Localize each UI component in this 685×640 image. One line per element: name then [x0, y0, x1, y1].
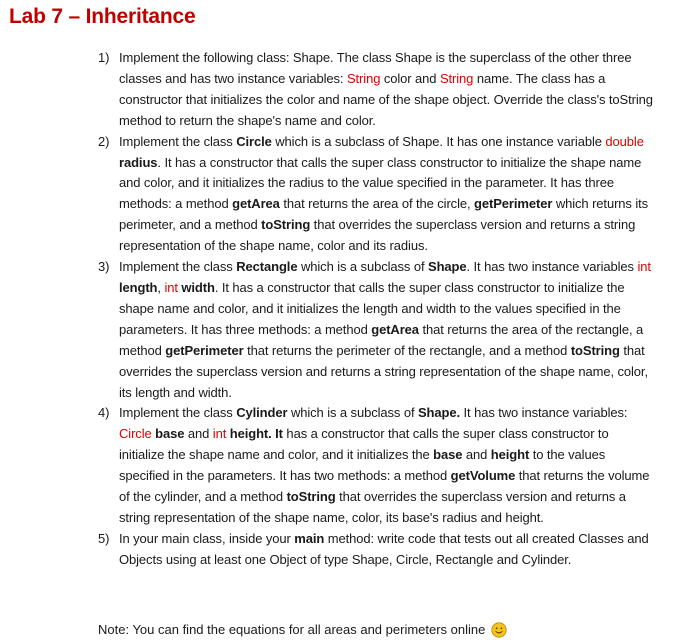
code-term: Circle	[236, 133, 272, 149]
task-text: ,	[157, 279, 165, 295]
task-number: 4)	[98, 405, 110, 421]
type-keyword: double	[605, 133, 644, 149]
task-list	[98, 48, 653, 571]
task-text: that overrides the superclass version and returns a string representation of the shape name, color, its base's radius and height.	[119, 489, 626, 525]
task-text: . It has a constructor that calls the super class constructor to initialize the shape name and color, and it initializes the radius to the value specified in the parameter. It has three methods: a method	[119, 154, 642, 212]
task-text: and	[462, 447, 491, 463]
task-item-5	[98, 529, 653, 571]
task-item-1	[98, 48, 653, 132]
task-number: 2)	[98, 133, 110, 149]
type-keyword: String	[346, 70, 381, 86]
task-number: 3)	[98, 259, 110, 275]
task-text: name. The class has a constructor that initializes the color and name of the shape object. Override the class's toString method to return the shape's name and color.	[119, 70, 653, 128]
task-text: . It has a constructor that calls the super class constructor to initialize the shape name and color, and it initializes the length and width to the values specified in the parameters. It has three methods: a method	[119, 279, 625, 337]
type-keyword: Circle	[119, 426, 152, 442]
page-title: Lab 7 – Inheritance	[9, 5, 196, 28]
task-text: which is a subclass of Shape. It has one instance variable	[271, 133, 606, 149]
task-text: that overrides the superclass version and returns a string representation of the shape name, color and its radius.	[119, 217, 636, 254]
task-text: Implement the following class: Shape. The class Shape is the superclass of the other three classes and has two instance variables:	[119, 50, 632, 86]
task-text: to the values specified in the parameters. It has two methods: a method	[119, 447, 606, 484]
task-text: which returns its perimeter, and a method	[119, 196, 649, 233]
code-term: height	[490, 447, 530, 463]
task-text: that returns the area of the circle,	[279, 196, 475, 212]
code-term: getArea	[232, 196, 280, 212]
task-text: that overrides the superclass version and returns a string representation of the shape name, color, its length and width.	[119, 342, 648, 400]
task-text: Implement the class	[119, 259, 237, 275]
note-text: Note: You can find the equations for all areas and perimeters online	[98, 622, 486, 637]
code-term: Cylinder	[236, 405, 288, 421]
smiley-icon	[491, 622, 507, 638]
task-item-4	[98, 403, 653, 528]
task-item-3	[98, 257, 653, 403]
task-text: and	[184, 426, 213, 442]
code-term: toString	[286, 489, 336, 505]
task-text: which is a subclass of	[287, 405, 418, 421]
type-keyword: int	[212, 426, 227, 442]
task-text: which is a subclass of	[297, 259, 428, 275]
note	[98, 620, 507, 640]
code-term: Shape	[428, 259, 467, 275]
code-term: length	[119, 279, 158, 295]
code-term: width	[181, 279, 215, 295]
task-text: that returns the volume of the cylinder, and a method	[119, 468, 650, 505]
task-text: that returns the area of the rectangle, a method	[119, 321, 644, 358]
type-keyword: String	[439, 70, 474, 86]
code-term: base	[155, 426, 185, 442]
code-term: height. It	[229, 426, 283, 442]
task-item-2	[98, 132, 653, 257]
task-text: . It has two instance variables	[466, 259, 638, 275]
task-text: Implement the class	[119, 405, 237, 421]
code-term: Rectangle	[236, 259, 298, 275]
task-text: In your main class, inside your	[119, 530, 295, 546]
code-term: toString	[261, 217, 311, 233]
code-term: getArea	[371, 321, 419, 337]
task-text: Implement the class	[119, 133, 237, 149]
code-term: Shape.	[417, 405, 461, 421]
code-term: toString	[570, 342, 620, 358]
code-term: radius	[119, 154, 158, 170]
task-text: color and	[380, 70, 440, 86]
task-text: that returns the perimeter of the rectangle, and a method	[243, 342, 571, 358]
type-keyword: int	[637, 259, 651, 275]
code-term: getPerimeter	[474, 196, 553, 212]
task-text: has a constructor that calls the super class constructor to initialize the shape name and color, and it initializes the	[119, 426, 609, 463]
task-text: method: write code that tests out all created Classes and Objects using at least one Object of type Shape, Circle, Rectangle and Cylinder.	[119, 530, 649, 567]
type-keyword: int	[164, 279, 178, 295]
code-term: main	[294, 530, 325, 546]
task-number: 5)	[98, 530, 110, 546]
task-text: It has two instance variables:	[460, 405, 628, 421]
code-term: base	[433, 447, 463, 463]
code-term: getPerimeter	[165, 342, 244, 358]
code-term: getVolume	[450, 468, 516, 484]
task-number: 1)	[98, 50, 110, 65]
